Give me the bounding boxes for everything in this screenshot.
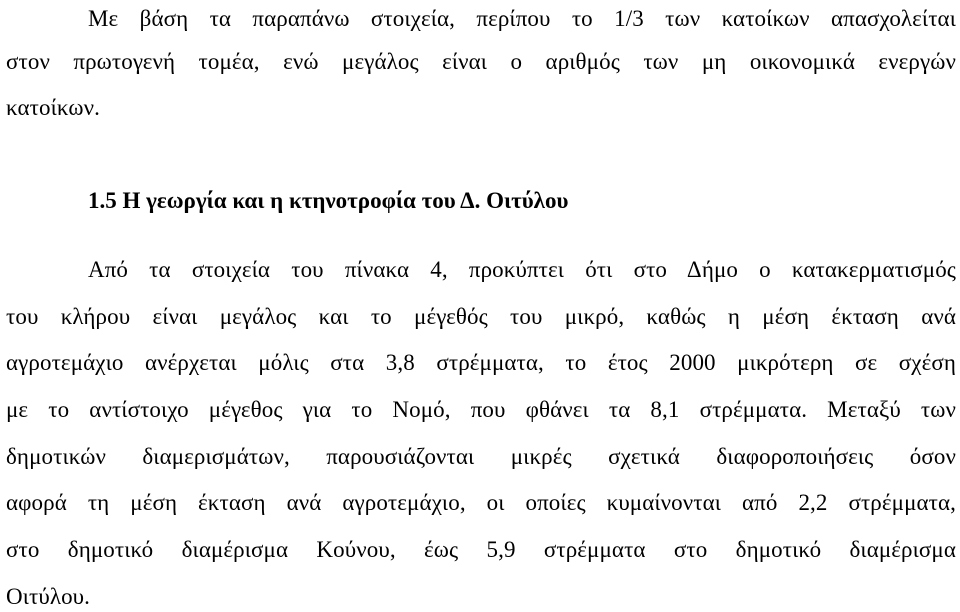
body-line-5: δημοτικών διαμερισμάτων, παρουσιάζονται μικρές σχετικά διαφοροποιήσεις όσον (6, 444, 956, 469)
body-line-4: με το αντίστοιχο μέγεθος για το Νομό, που φθάνει τα 8,1 στρέμματα. Μεταξύ των (6, 397, 956, 422)
body-line-7: στο δημοτικό διαμέρισμα Κούνου, έως 5,9 στρέμματα στο δημοτικό διαμέρισμα (6, 537, 956, 562)
body-line-1: Από τα στοιχεία του πίνακα 4, προκύπτει ότι στο Δήμο ο κατακερματισμός (88, 257, 956, 282)
intro-line-1: Με βάση τα παραπάνω στοιχεία, περίπου το 1/3 των κατοίκων απασχολείται (88, 6, 956, 31)
body-line-8: Οιτύλου. (6, 584, 91, 609)
intro-line-2: στον πρωτογενή τομέα, ενώ μεγάλος είναι ο αριθμός των μη οικονομικά ενεργών (6, 49, 956, 74)
intro-line-3: κατοίκων. (6, 95, 100, 120)
section-heading: 1.5 Η γεωργία και η κτηνοτροφία του Δ. Οιτύλου (88, 188, 569, 213)
body-line-6: αφορά τη μέση έκταση ανά αγροτεμάχιο, οι οποίες κυμαίνονται από 2,2 στρέμματα, (6, 490, 956, 515)
body-line-2: του κλήρου είναι μεγάλος και το μέγεθός του μικρό, καθώς η μέση έκταση ανά (6, 304, 956, 329)
body-line-3: αγροτεμάχιο ανέρχεται μόλις στα 3,8 στρέμματα, το έτος 2000 μικρότερη σε σχέση (6, 350, 956, 375)
